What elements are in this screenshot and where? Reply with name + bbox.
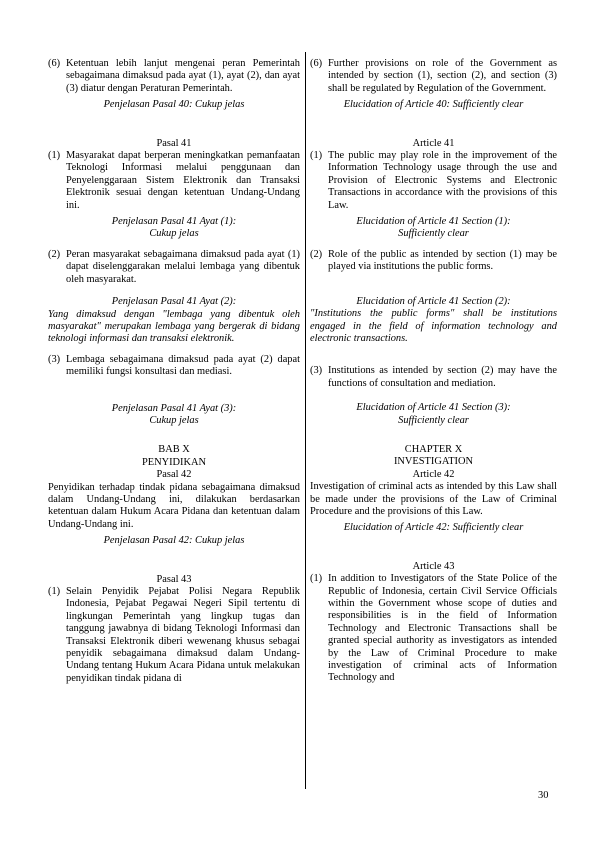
penjelasan-pasal-42: Penjelasan Pasal 42: Cukup jelas [103,535,245,547]
pasal-41-ayat-1: (1) Masyarakat dapat berperan meningkatkan pemanfaatan Teknologi Informasi melalui penggunaan dan Penyelenggaraan Sistem Elektronik dan Transaksi Elektronik sesuai dengan ketentuan Undang-Undang ini. [48,150,300,211]
penjelasan-pasal-40: Penjelasan Pasal 40: Cukup jelas [103,99,245,111]
pasal-41-ayat-3: (3) Lembaga sebagaimana dimaksud pada ayat (2) dapat memiliki fungsi konsultasi dan mediasi. [48,353,300,378]
bab-x-heading: BAB X PENYIDIKAN [141,444,207,468]
pasal-40-ayat-6: (6) Ketentuan lebih lanjut mengenai peran Pemerintah sebagaimana dimaksud pada ayat (1), ayat (2), dan ayat (3) diatur dengan Peraturan Pemerintah. [48,58,300,94]
indonesian-column [48,58,300,685]
article-43-section-1: (1) In addition to Investigators of the State Police of the Republic of Indonesia, certain Civil Service Officials within the Government whose scope of duties and responsibilities is in the field of Information Technology and Electronic Transactions shall be granted special authority as investigators as intended by the Law of Criminal Procedure to make investigation of criminal acts of Information Technology and [310,573,557,684]
article-41-section-2: (2) Role of the public as intended by section (1) may be played via institutions the public forms. [310,248,557,273]
elucidation-article-41-section-1: Elucidation of Article 41 Section (1): Sufficiently clear [356,216,511,240]
english-column [310,58,557,685]
article-42-text: Investigation of criminal acts as intended by this Law shall be made under the provisions of the Law of Criminal Procedure and the provisions of this Law. [310,481,557,517]
pasal-43-title: Pasal 43 [156,573,192,585]
pasal-43-ayat-1: (1) Selain Penyidik Pejabat Polisi Negara Republik Indonesia, Pejabat Pegawai Negeri Sipil tertentu di lingkungan Pemerintah yang lingkup tugas dan tanggung jawabnya di bidang Teknologi Informasi dan Transaksi Elektronik diberi wewenang khusus sebagai penyidik sebagaimana dimaksud dalam Undang-Undang tentang Hukum Acara Pidana untuk melakukan penyidikan tindak pidana di [48,586,300,684]
pasal-42-text: Penyidikan terhadap tindak pidana sebagaimana dimaksud dalam Undang-Undang ini, dilakukan berdasarkan ketentuan dalam Hukum Acara Pidana dan ketentuan dalam Undang-Undang ini. [48,481,300,530]
chapter-x-heading: CHAPTER X INVESTIGATION [393,443,474,468]
elucidation-article-41-section-2: Elucidation of Article 41 Section (2): "Institutions the public forms" shall be institutions engaged in the field of information technology and electronic transactions. [310,295,557,344]
article-40-section-6: (6) Further provisions on role of the Government as intended by section (1), section (2), and section (3) shall be regulated by Regulation of the Government. [310,58,557,94]
pasal-41-title: Pasal 41 [156,137,192,149]
article-43-title: Article 43 [412,560,455,572]
page-number: 30 [538,790,549,801]
elucidation-article-42: Elucidation of Article 42: Sufficiently clear [343,522,524,534]
column-divider [305,52,306,789]
penjelasan-pasal-41-ayat-2: Penjelasan Pasal 41 Ayat (2): Yang dimaksud dengan "lembaga yang dibentuk oleh masyarakat" merupakan lembaga yang bergerak di bidang teknologi informasi dan transaksi elektronik. [48,296,300,345]
article-42-title: Article 42 [412,468,455,480]
article-41-section-1: (1) The public may play role in the improvement of the Information Technology usage through the use and Provision of Electronic Systems and Electronic Transactions in accordance with the provisions of this Law. [310,150,557,211]
elucidation-article-40: Elucidation of Article 40: Sufficiently clear [343,99,524,111]
penjelasan-pasal-41-ayat-1: Penjelasan Pasal 41 Ayat (1): Cukup jelas [111,216,237,240]
penjelasan-pasal-41-ayat-3: Penjelasan Pasal 41 Ayat (3): Cukup jelas [111,402,237,426]
pasal-41-ayat-2: (2) Peran masyarakat sebagaimana dimaksud pada ayat (1) dapat diselenggarakan melalui lembaga yang dibentuk oleh masyarakat. [48,248,300,285]
elucidation-article-41-section-3: Elucidation of Article 41 Section (3): Sufficiently clear [356,402,511,426]
pasal-42-title: Pasal 42 [156,469,192,481]
article-41-section-3: (3) Institutions as intended by section (2) may have the functions of consultation and mediation. [310,365,557,389]
article-41-title: Article 41 [412,137,455,149]
